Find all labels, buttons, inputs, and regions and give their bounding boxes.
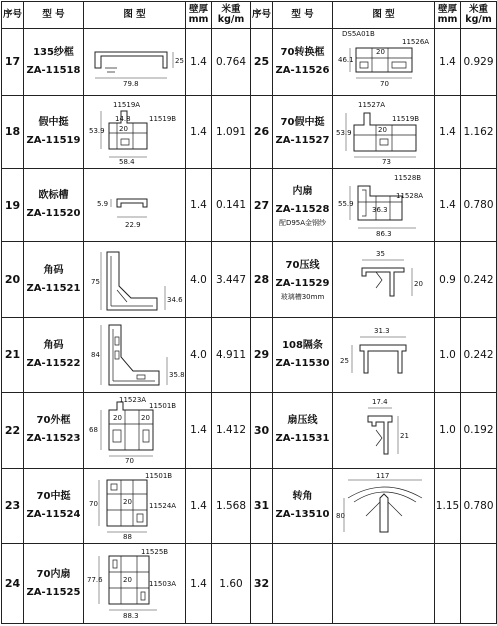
part-label: 11501B [144,471,172,480]
dim-width: 117 [375,471,389,480]
wall-thickness: 1.0 [435,393,461,468]
profile-model [273,169,333,242]
profile-code: ZA-11525 [26,586,81,598]
header-figure: 图 型 [333,2,435,29]
meter-weight: 1.091 [212,95,251,168]
dim-width: 22.9 [124,221,141,230]
row-seq: 25 [251,29,273,96]
wall-thickness: 4.0 [186,242,212,317]
table-row [2,393,497,468]
profile-code: ZA-11529 [275,278,330,290]
header-seq: 序号 [251,2,273,29]
profile-name: 70假中挺 [280,116,325,128]
row-seq: 32 [251,544,273,624]
row-seq: 23 [2,468,24,543]
header-thickness: 壁厚mm [435,2,461,29]
dim-a: 20 [112,414,122,423]
profile-drawing [87,548,183,620]
meter-weight: 1.162 [461,95,497,168]
table-row [2,242,497,317]
profile-drawing-cell [84,169,186,242]
profile-drawing-cell [333,95,435,168]
row-seq: 27 [251,169,273,242]
wall-thickness: 1.4 [186,544,212,624]
profile-drawing-cell [333,544,435,624]
wall-thickness [435,544,461,624]
dim-height: 46.1 [337,55,354,64]
dim-a: 20 [375,47,385,56]
wall-thickness: 1.4 [186,95,212,168]
meter-weight: 0.764 [212,29,251,96]
row-seq: 28 [251,242,273,317]
profile-name: 内扇 [292,185,313,197]
wall-thickness: 1.4 [186,29,212,96]
profile-model [273,544,333,624]
wall-thickness: 1.4 [435,169,461,242]
profile-drawing-cell [84,468,186,543]
profile-code: ZA-11522 [26,357,81,369]
row-seq: 20 [2,242,24,317]
header-model: 型 号 [273,2,333,29]
profile-name: 70外框 [36,415,71,427]
row-seq: 22 [2,393,24,468]
profile-note: 玻璃槽30mm [280,293,325,302]
profile-name: 70内扇 [36,568,71,580]
row-seq: 24 [2,544,24,624]
dim-a: 14.8 [114,114,131,123]
meter-weight: 0.242 [461,242,497,317]
dim-b: 20 [140,414,150,423]
profile-drawing-cell [84,242,186,317]
profile-model [24,544,84,624]
meter-weight: 3.447 [212,242,251,317]
table-row [2,169,497,242]
header-row [2,2,497,29]
profile-code: ZA-11528 [275,203,330,215]
profile-code: ZA-11531 [275,433,330,445]
profile-drawing [336,99,432,165]
meter-weight: 1.60 [212,544,251,624]
profile-code: ZA-11526 [275,64,330,76]
profile-name: 70转换框 [280,46,325,58]
profile-model [24,317,84,392]
profile-name: 角码 [43,339,64,351]
dim-width: 79.8 [122,79,139,88]
meter-weight: 4.911 [212,317,251,392]
meter-weight: 0.192 [461,393,497,468]
wall-thickness: 1.0 [435,317,461,392]
row-seq: 17 [2,29,24,96]
profile-code: ZA-11521 [26,282,81,294]
table-row [2,468,497,543]
profile-name: 假中挺 [38,116,69,128]
row-seq: 31 [251,468,273,543]
profile-model [273,393,333,468]
profile-drawing [87,396,183,464]
dim-b: 35.8 [168,370,185,379]
profile-code: ZA-11519 [26,134,81,146]
dim-a: 20 [122,497,132,506]
profile-name: 135纱框 [33,46,74,58]
meter-weight: 0.780 [461,169,497,242]
profile-name: 70压线 [285,260,320,272]
row-seq: 19 [2,169,24,242]
row-seq: 29 [251,317,273,392]
meter-weight: 0.780 [461,468,497,543]
header-weight: 米重kg/m [461,2,497,29]
wall-thickness: 1.4 [435,95,461,168]
profile-name: 欧标槽 [38,190,69,202]
part-label: 11527A [357,100,385,109]
profile-model [24,95,84,168]
profile-drawing [87,321,183,389]
profile-model [24,169,84,242]
profile-drawing [336,29,432,92]
profile-drawing-cell [333,169,435,242]
dim-a: 20 [377,125,387,134]
profile-drawing-cell [333,393,435,468]
part-label: DS5A01B [341,29,375,38]
dim-height: 20 [413,279,423,288]
part-label: 11524A [148,501,176,510]
profile-drawing-cell [333,29,435,96]
wall-thickness: 1.4 [186,393,212,468]
dim-width: 17.4 [371,398,388,407]
profile-name: 转角 [292,490,313,502]
table-row [2,317,497,392]
profile-drawing [336,321,432,389]
profile-model [24,29,84,96]
dim-height: 53.9 [88,126,105,135]
dim-height: 21 [399,432,409,441]
dim-width: 73 [381,157,391,166]
wall-thickness: 1.4 [186,468,212,543]
table-row [2,544,497,624]
profile-drawing [336,472,432,540]
meter-weight: 1.412 [212,393,251,468]
profile-name: 扇压线 [287,415,318,427]
profile-name: 70中挺 [36,490,71,502]
profile-code: ZA-11518 [26,64,81,76]
dim-height: 5.9 [96,200,108,209]
meter-weight: 1.568 [212,468,251,543]
header-figure: 图 型 [84,2,186,29]
profile-model [24,242,84,317]
dim-width: 35 [375,249,385,258]
profile-note: 配D95A金钢纱 [278,218,327,227]
dim-height: 80 [335,511,345,520]
profile-code: ZA-11530 [275,357,330,369]
dim-width: 70 [379,79,389,88]
profile-drawing-cell [333,242,435,317]
profile-drawing [87,472,183,540]
dim-width: 58.4 [118,157,135,166]
dim-b: 34.6 [166,295,183,304]
profile-drawing [87,99,183,165]
dim-height: 25 [339,356,349,365]
profile-model [273,468,333,543]
row-seq: 26 [251,95,273,168]
wall-thickness: 0.9 [435,242,461,317]
table-row [2,95,497,168]
profile-model [273,29,333,96]
dim-width: 70 [124,457,134,466]
meter-weight: 0.929 [461,29,497,96]
meter-weight: 0.141 [212,169,251,242]
header-model: 型 号 [24,2,84,29]
profile-model [24,468,84,543]
dim-height: 53.9 [335,128,352,137]
part-label: 11525B [140,547,168,556]
profile-code: ZA-11520 [26,208,81,220]
dim-height: 68 [88,426,98,435]
dim-height: 84 [90,350,100,359]
part-label: 11528B [393,174,421,183]
part-label: 11519B [391,114,419,123]
profile-drawing-cell [84,95,186,168]
wall-thickness: 1.4 [435,29,461,96]
profile-drawing-cell [84,29,186,96]
wall-thickness: 1.4 [186,169,212,242]
dim-height: 70 [88,499,98,508]
profile-drawing [336,172,432,238]
profile-name: 108隔条 [282,339,323,351]
profile-model [273,242,333,317]
part-label: 11503A [148,579,176,588]
profile-drawing [87,32,183,92]
profile-model [24,393,84,468]
part-label: 11526A [401,37,429,46]
profile-drawing [336,396,432,464]
dim-height: 55.9 [337,200,354,209]
profile-drawing [87,246,183,314]
dim-width: 86.3 [375,230,392,239]
profile-drawing-cell [333,317,435,392]
part-label: 11519A [112,100,140,109]
profile-code: ZA-11527 [275,134,330,146]
row-seq: 18 [2,95,24,168]
dim-width: 88.3 [122,611,139,620]
dim-height: 75 [90,277,100,286]
header-weight: 米重kg/m [212,2,251,29]
profile-catalog-table [1,1,497,624]
part-label: 11523A [118,396,146,405]
profile-name: 角码 [43,264,64,276]
profile-drawing-cell [333,468,435,543]
dim-a: 20 [122,575,132,584]
profile-drawing [336,246,432,314]
meter-weight: 0.242 [461,317,497,392]
profile-drawing-cell [84,317,186,392]
profile-model [273,95,333,168]
wall-thickness: 4.0 [186,317,212,392]
dim-width: 31.3 [373,326,390,335]
row-seq: 30 [251,393,273,468]
part-label: 11519B [148,114,176,123]
profile-code: ZA-11523 [26,433,81,445]
profile-model [273,317,333,392]
dim-height: 25 [174,56,184,65]
row-seq: 21 [2,317,24,392]
part-label: 11501B [148,402,176,411]
part-label: 11528A [395,192,423,201]
profile-code: ZA-11524 [26,508,81,520]
table-row [2,29,497,96]
meter-weight [461,544,497,624]
wall-thickness: 1.15 [435,468,461,543]
dim-width: 88 [122,532,132,541]
header-seq: 序号 [2,2,24,29]
profile-drawing-cell [84,544,186,624]
profile-drawing [87,175,183,235]
dim-b: 20 [118,124,128,133]
dim-a: 36.3 [371,206,388,215]
profile-code: ZA-13510 [275,508,330,520]
header-thickness: 壁厚mm [186,2,212,29]
dim-height: 77.6 [86,575,103,584]
profile-drawing-cell [84,393,186,468]
